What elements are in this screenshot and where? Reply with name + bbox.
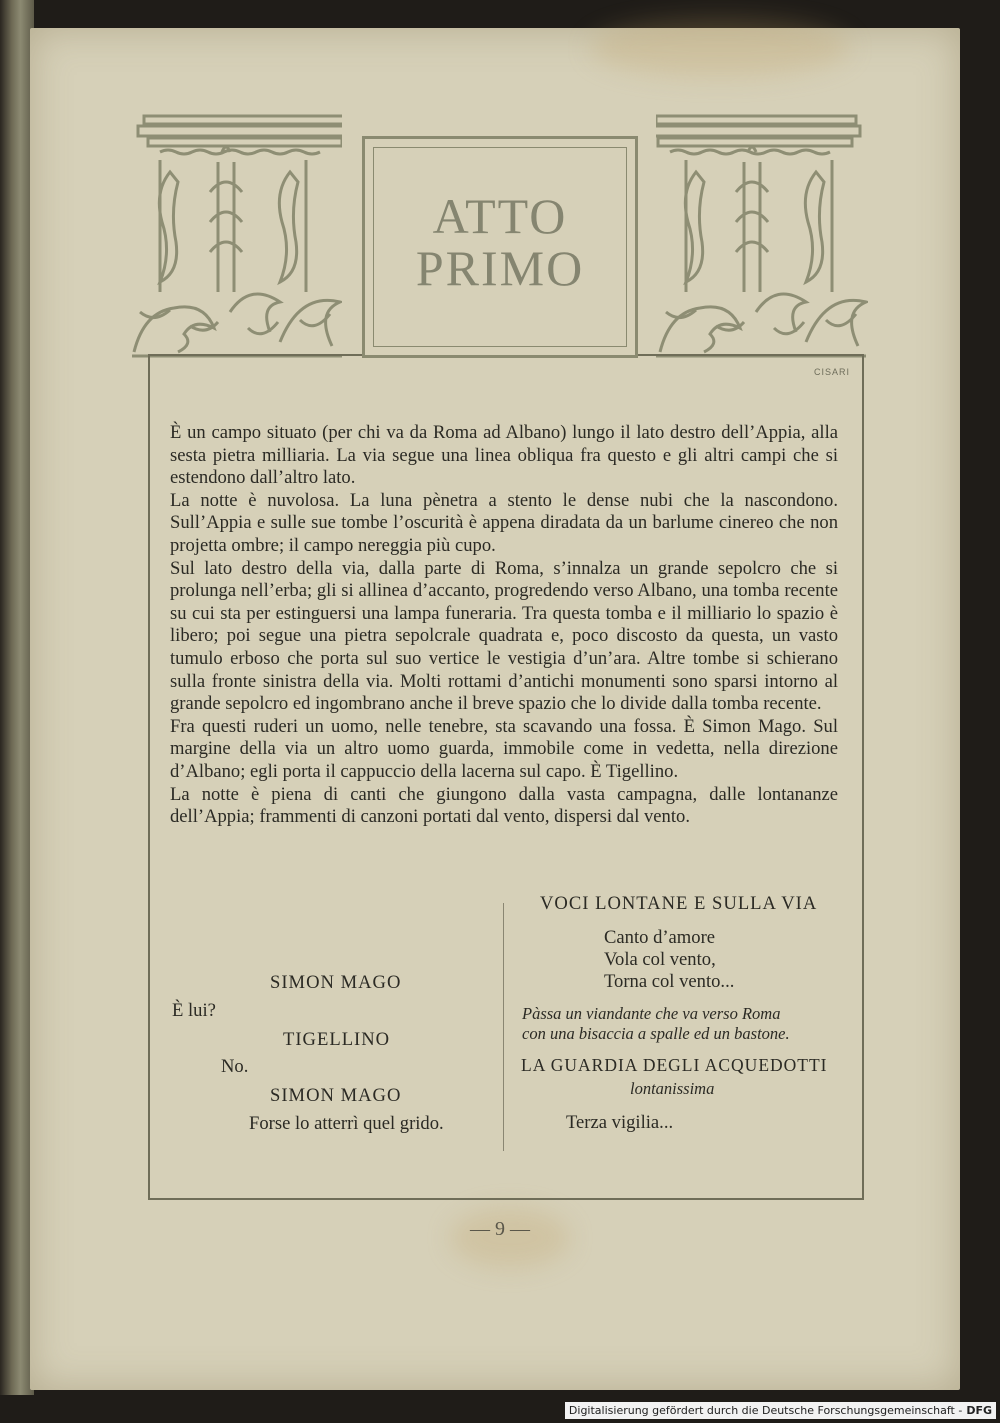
dialogue-line: No. xyxy=(221,1056,249,1077)
dialogue-line: Terza vigilia... xyxy=(566,1112,674,1133)
stage-direction: Pàssa un viandante che va verso Roma xyxy=(522,1004,781,1023)
stage-description xyxy=(170,422,838,829)
book-spine xyxy=(0,0,34,1395)
act-title-line2: PRIMO xyxy=(415,240,585,296)
column-divider xyxy=(503,903,504,1151)
dfg-logo: DFG xyxy=(966,1404,992,1417)
chorus-heading: VOCI LONTANE E SULLA VIA xyxy=(540,893,818,914)
song-line: Torna col vento... xyxy=(604,971,735,992)
credit-text: Digitalisierung gefördert durch die Deutsche Forschungsgemeinschaft - xyxy=(568,1404,963,1417)
right-caryatid-ornament xyxy=(656,112,868,358)
prose-paragraph: La notte è piena di canti che giungono dalla vasta campagna, dalle lontananze dell’Appia; frammenti di canzoni portati dal vento, dispersi dal vento. xyxy=(170,783,838,828)
page-number: — 9 — xyxy=(470,1218,530,1240)
speaker-tigellino: TIGELLINO xyxy=(283,1029,391,1050)
prose-paragraph: Sul lato destro della via, dalla parte di Roma, s’innalza un grande sepolcro che si prolunga nell’erba; gli si allinea d’accanto, progredendo verso Albano, una tomba recente su cui sta per estinguersi una lampa funeraria. Tra questa tomba e il milliario lo spazio è libero; poi segue una pietra sepolcrale quadrata e, poco discosto da questa, un vasto tumulo erboso che porta sul suo vertice le vestigia d’un’ara. Altre tombe si schierano sulla fronte sinistra della via. Molti rottami d’antichi monumenti sono sparsi intorno al grande sepolcro ed ingombrano anche il breve spazio che lo divide dalla tomba recente. xyxy=(170,557,838,715)
speaker-guardia: LA GUARDIA DEGLI ACQUEDOTTI xyxy=(521,1055,828,1075)
left-caryatid-ornament xyxy=(130,112,342,358)
digitization-credit xyxy=(565,1402,996,1419)
prose-paragraph: È un campo situato (per chi va da Roma ad Albano) lungo il lato destro dell’Appia, alla sesta pietra milliaria. La via segue una linea obliqua fra questo e gli altri campi che si estendono dall’altro lato. xyxy=(170,422,838,489)
dialogue-line: Forse lo atterrì quel grido. xyxy=(249,1113,444,1134)
speaker-simon-mago: SIMON MAGO xyxy=(270,1085,402,1106)
song-line: Vola col vento, xyxy=(604,949,716,970)
stage-direction: con una bisaccia a spalle ed un bastone. xyxy=(522,1024,790,1043)
act-title-line1: ATTO xyxy=(432,188,568,244)
speaker-simon-mago: SIMON MAGO xyxy=(270,972,402,993)
song-line: Canto d’amore xyxy=(604,927,716,948)
prose-paragraph: La notte è nuvolosa. La luna pènetra a stento le dense nubi che la nascondono. Sull’Appia e sulle sue tombe l’oscurità è appena diradata da un barlume cinereo che non projetta ombre; il campo nereggia più cupo. xyxy=(170,489,838,556)
stage-direction: lontanissima xyxy=(630,1079,715,1098)
illustrator-signature: CISARI xyxy=(814,367,851,377)
dialogue-line: È lui? xyxy=(172,1000,216,1021)
title-cartouche xyxy=(362,136,638,358)
prose-paragraph: Fra questi ruderi un uomo, nelle tenebre, sta scavando una fossa. È Simon Mago. Sul margine della via un altro uomo guarda, immobile come in vedetta, nella direzione d’Albano; egli porta il cappuccio della lacerna sul capo. È Tigellino. xyxy=(170,715,838,782)
